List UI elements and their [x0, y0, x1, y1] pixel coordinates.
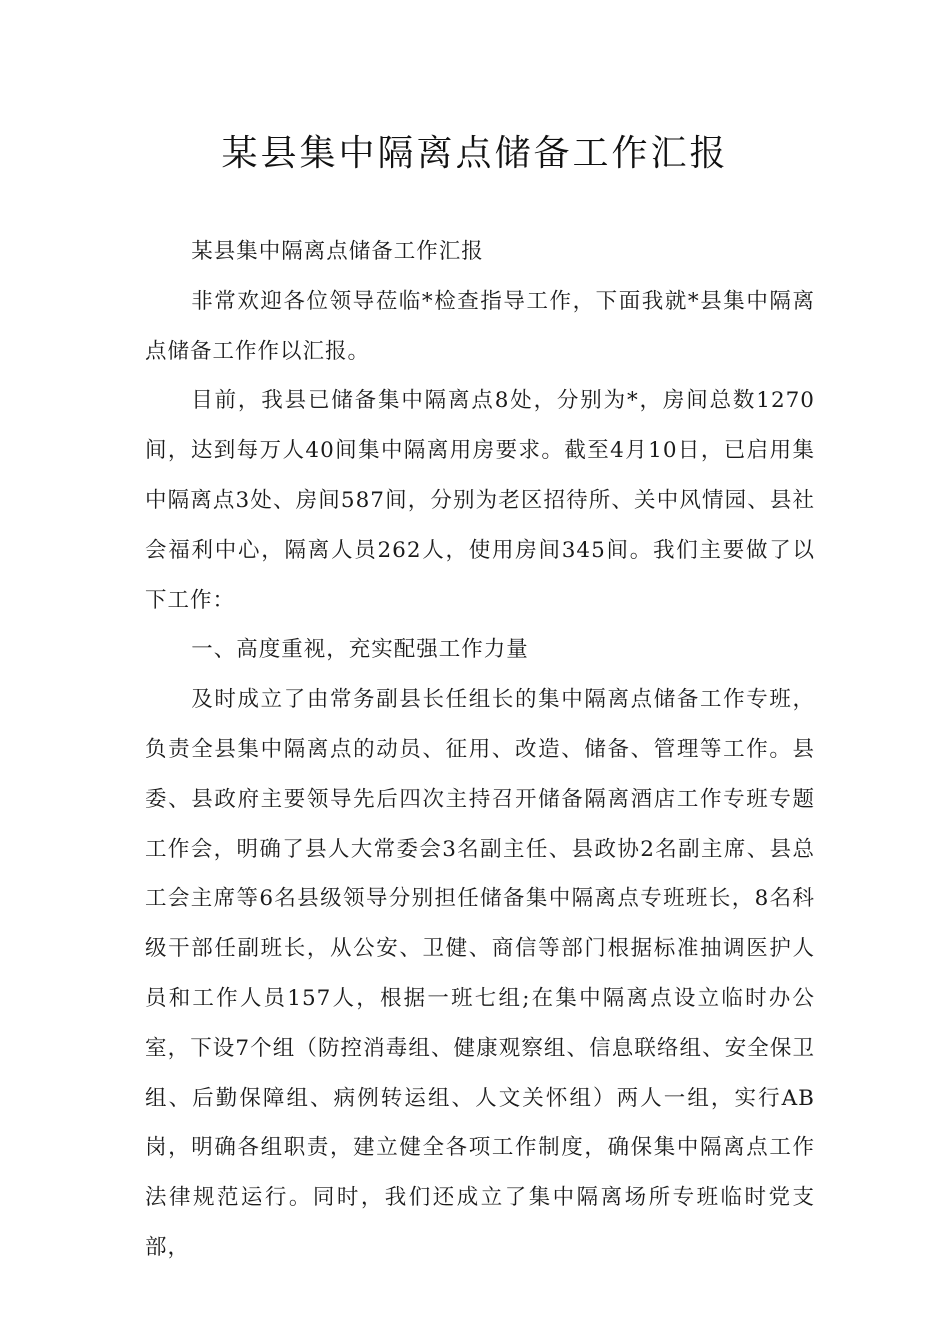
document-body: [145, 227, 815, 1273]
paragraph-section-1: 及时成立了由常务副县长任组长的集中隔离点储备工作专班，负责全县集中隔离点的动员、征用、改造、储备、管理等工作。县委、县政府主要领导先后四次主持召开储备隔离酒店工作专班专题工作会，明确了县人大常委会3名副主任、县政协2名副主席、县总工会主席等6名县级领导分别担任储备集中隔离点专班班长，8名科级干部任副班长，从公安、卫健、商信等部门根据标准抽调医护人员和工作人员157人，根据一班七组;在集中隔离点设立临时办公室，下设7个组（防控消毒组、健康观察组、信息联络组、安全保卫组、后勤保障组、病例转运组、人文关怀组）两人一组，实行AB岗，明确各组职责，建立健全各项工作制度，确保集中隔离点工作法律规范运行。同时，我们还成立了集中隔离场所专班临时党支部，: [145, 687, 815, 1260]
section-heading-1: 一、高度重视，充实配强工作力量: [191, 637, 529, 663]
paragraph-welcome: 非常欢迎各位领导莅临*检查指导工作，下面我就*县集中隔离点储备工作作以汇报。: [145, 288, 815, 364]
document-title: 某县集中隔离点储备工作汇报: [221, 133, 729, 174]
paragraph-overview: 目前，我县已储备集中隔离点8处，分别为*，房间总数1270间，达到每万人40间集中隔离用房要求。截至4月10日，已启用集中隔离点3处、房间587间，分别为老区招待所、关中风情园、县社会福利中心，隔离人员262人，使用房间345间。我们主要做了以下工作：: [145, 388, 815, 613]
paragraph-heading-repeat: 某县集中隔离点储备工作汇报: [191, 239, 484, 264]
